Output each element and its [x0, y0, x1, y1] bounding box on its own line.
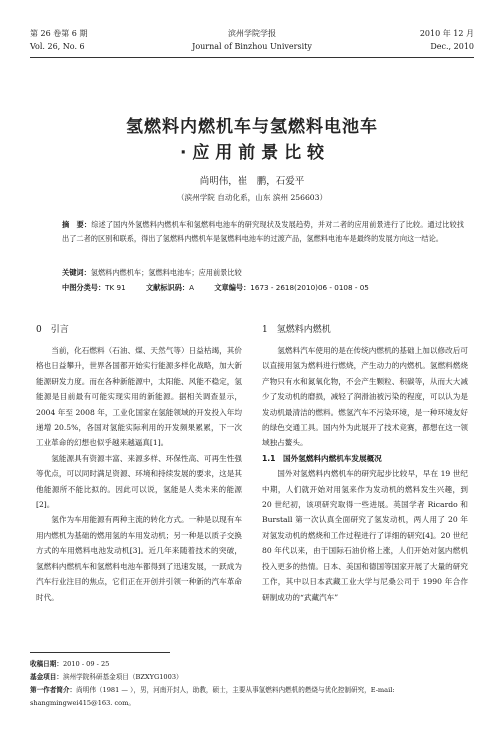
article-title-line-2: · 应 用 前 景 比 较 — [180, 143, 324, 163]
subsection-1-1-title: 1.1 国外氢燃料内燃机车发展概况 — [262, 453, 382, 463]
first-author-bio: 第一作者简介：尚明伟（1981 — ），男，河南开封人，助教，硕士，主要从事氢燃料内燃机的燃烧与优化控制研究，E-mail: shangmingwei415@163. com。 — [30, 686, 395, 707]
abstract-text: 综述了国内外氢燃料内燃机车和氢燃料电池车的研究现状及发展趋势，并对二者的应用前景进行了比较。通过比较找出了二者的区别和联系，得出了氢燃料内燃机车是氢燃料电池车的过渡产品，氢燃料电池车是最终的发展方向这一结论。 — [62, 220, 464, 243]
volume-issue-en: Vol. 26, No. 6 — [30, 42, 85, 51]
section-1-title: 1 氢燃料内燃机 — [262, 325, 331, 335]
authors: 尚明伟，崔 鹏，石爱平 — [199, 176, 305, 187]
fund-project: 基金项目：滨州学院科研基金项目（BZXYG1003） — [30, 673, 183, 681]
paragraph: 氢作为车用能源有两种主流的转化方式。一种是以现有车用内燃机为基础的燃用氢的车用发动机；另一种是以质子交换方式的车用燃料电池发动机[3]。近几年来随着技术的突破，氢燃料内燃机车和氢燃料电池车都得到了迅速发展，一跃成为汽车行业注目的焦点，它们正在开创并引领一种新的汽车革命时代。 — [36, 515, 242, 602]
classification-line — [62, 283, 474, 293]
section-0-title: 0 引言 — [36, 325, 69, 335]
paragraph: 国外对氢燃料内燃机车的研究起步比较早，早在 19 世纪中期，人们就开始对用氢来作为发动机的燃料发生兴趣，到 20 世纪初，该项研究取得一些进展。英国学者 Ricardo 和 Burstall 第一次认真全面研究了氢发动机，两人用了 20 年对氢发动机的燃烧和工作过程进行了详细的研究[4]。20 世纪 80 年代以来，由于国际石油价格上涨，人们开始对氢内燃机投入更多的热情。日本、美国和德国等国家开展了大量的研究工作，其中以日本武藏工业大学与尼桑公司于 1990 年合作研制成功的“武藏汽车” — [262, 469, 468, 602]
received-date: 收稿日期：2010 - 09 - 25 — [30, 660, 110, 668]
footnote-divider — [30, 652, 170, 653]
date-cn: 2010 年 12 月 — [419, 29, 474, 38]
journal-name-en: Journal of Binzhou University — [192, 42, 312, 51]
date-en: Dec., 2010 — [430, 42, 474, 51]
affiliation: （滨州学院 自动化系，山东 滨州 256603） — [176, 193, 328, 202]
keywords-label: 关键词： — [62, 268, 91, 277]
keywords — [62, 268, 242, 278]
abstract — [62, 218, 464, 246]
article-title-line-1: 氢燃料内燃机车与氢燃料电池车 — [126, 117, 378, 137]
document-code: 文献标识码：A — [145, 283, 195, 292]
footnote — [30, 658, 474, 710]
abstract-label: 摘 要： — [62, 220, 92, 229]
paragraph: 氢燃料汽车使用的是在传统内燃机的基础上加以修改后可以直接用氢为燃料进行燃烧，产生动力的内燃机。氢燃料燃烧产物只有水和氮氧化物，不会产生颗粒、积碳等，从而大大减少了发动机的磨损，减轻了润滑油被污染的程度，可以认为是发动机最清洁的燃料。燃氢汽车不污染环境，是一种环境友好的绿色交通工具。国内外为此展开了技术竞赛，都想在这一领域独占鳌头。 — [262, 346, 468, 448]
paragraph: 当前，化石燃料（石油、煤、天然气等）日益枯竭，其价格也日益攀升，世界各国都开始实行能源多样化战略，加大新能源研发力度。而在各种新能源中，太阳能、风能不稳定，氢能源是目前最有可能实现实用的新能源。据相关调查显示，2004 年至 2008 年，工业化国家在氢能领域的开发投入年均递增 20.5%，各国对氢能实际利用的开发频果累累，下一次工业革命的幻想也似乎越来越逼真[1]。 — [36, 346, 242, 448]
right-column — [262, 343, 468, 605]
header-divider — [30, 57, 474, 58]
paragraph: 氢能源具有资源丰富、来源多样、环保性高、可再生性强等优点，可以同时满足资源、环境和持续发展的要求，这是其他能源所不能比拟的。因此可以说，氢能是人类未来的能源[2]。 — [36, 453, 242, 510]
article-number: 文章编号：1673 - 2618(2010)06 - 0108 - 05 — [214, 283, 369, 292]
clc-number: 中图分类号：TK 91 — [62, 283, 126, 292]
journal-name-cn: 滨州学院学报 — [228, 29, 276, 38]
left-column — [36, 343, 242, 605]
volume-issue-cn: 第 26 卷第 6 期 — [30, 29, 88, 38]
keywords-text: 氢燃料内燃机车；氢燃料电池车；应用前景比较 — [90, 268, 242, 277]
